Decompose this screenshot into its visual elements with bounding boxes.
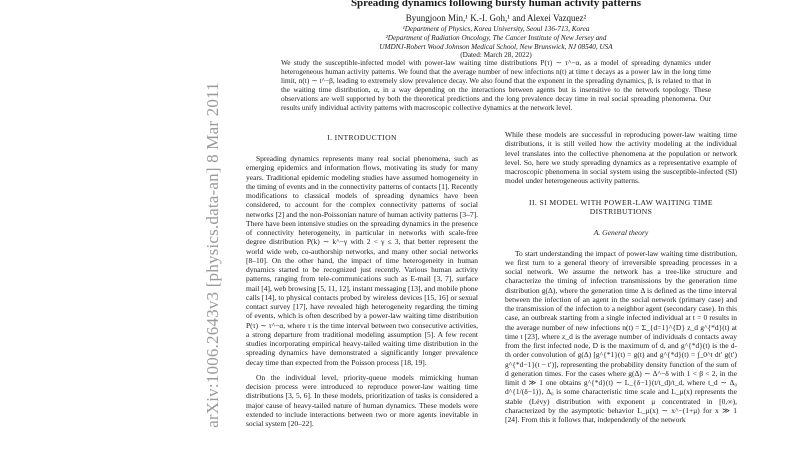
intro-paragraph: On the individual level, priority-queue models mimicking human decision process were introduced to reproduce power-law waiting time distributions [3, 5, 6]. In these models, prioritization of tasks is considered a major cause of heavy-tailed nature of human dynamics. These models were extended to include interactions between two or more agents inevitable in social system [20–22]. [246,372,478,428]
affiliation-line: UMDNJ-Robert Wood Johnson Medical School, New Brunswick, NJ 08540, USA [379,42,613,51]
date-line: (Dated: March 28, 2022) [460,51,532,60]
affiliations [246,25,746,60]
abstract: We study the susceptible-infected model with power-law waiting time distributions P(τ) ∼ τ^−α, as a model of spreading dynamics under heterogeneous human activity patterns. We found that the average number of new infections n(t) at time t decays as a power law in the long time limit, n(t) ∼ t^−β, leading to extremely slow prevalence decay. We also found that the exponent in the spreading dynamics, β, is related to that in the waiting time distribution, α, in a way depending on the interactions between agents but is insensitive to the network topology. These observations are well supported by both the theoretical predictions and the long prevalence decay time in real social spreading phenomena. Our results unify individual activity patterns with macroscopic collective dynamics at the network level. [281,58,711,113]
intro-paragraph: Spreading dynamics represents many real social phenomena, such as emerging epidemics and information flows, motivating its study for many years. Traditional epidemic modeling studies have assumed homogeneity in the timing of events and in the connectivity patterns of contacts [1]. Recently modifications to classical models of spreading dynamics have been considered, to account for the complex connectivity patterns of social networks [2] and the non-Poissonian nature of human activity patterns [3–7]. There have been intensive studies on the spreading dynamics in the presence of connectivity heterogeneity, in particular in networks with scale-free degree distribution P(k) ∼ k^−γ with 2 < γ ≤ 3, that better represent the world wide web, co-authorship networks, and many other social networks [8–10]. On the other hand, the impact of time heterogeneity in human dynamics started to be recognized just recently. Various human activity patterns, ranging from tele-communications such as E-mail [3, 7], surface mail [4], web browsing [5, 11, 12], instant messaging [13], and mobile phone calls [14], to physical contacts probed by wireless devices [15, 16] or sexual contact survey [17], have revealed high heterogeneity regarding the timing of events, which is often described by a power-law waiting time distribution P(τ) ∼ τ^−α, where τ is the time interval between two consecutive activities, a strong departure from traditional modeling assumption [5]. A few recent studies incorporating empirical heavy-tailed waiting time distribution in the spreading dynamics have demonstrated a significantly longer prevalence decay time than expected from the Poisson process [18, 19]. [246,154,478,367]
affiliation-line: ²Department of Radiation Oncology, The Cancer Institute of New Jersey and [385,33,607,42]
section-heading-model: II. SI MODEL WITH POWER-LAW WAITING TIME DISTRIBUTIONS [529,197,713,216]
left-column [246,133,478,428]
arxiv-identifier-stamp: arXiv:1006.2643v3 [physics.data-an] 8 Mar 2011 [203,82,222,428]
subsection-heading-general-theory: A. General theory [593,227,649,237]
section-heading-introduction: I. INTRODUCTION [327,133,397,142]
affiliation-line: ¹Department of Physics, Korea University, Seoul 136-713, Korea [402,25,590,33]
model-paragraph: To start understanding the impact of power-law waiting time distribution, we first turn to a general theory of irreversible spreading processes in a social network. We assume the network has a tree-like structure and characterize the timing of infection transmissions by the generation time distribution g(Δ), where the generation time Δ is defined as the time interval between the infection of an agent in the social network (primary case) and the transmission of the infection to a neighbor agent (secondary case). In this case, an outbreak starting from a single infected individual at t = 0 results in the average number of new infections n(t) = Σ_{d=1}^{D} z_d g^{*d}(t) at time t [23], where z_d is the average number of individuals d contacts away from the first infected node, D is the maximum of d, and g^{*d}(t) is the d-th order convolution of g(Δ) [g^{*1}(t) = g(t) and g^{*d}(t) = ∫_0^t dt′ g(t′) g^{*d−1}(t − t′)], representing the probability density function of the sum of d generation times. For the cases where g(Δ) ∼ Δ^−δ with 1 < β < 2, in the limit d ≫ 1 one obtains g^{*d}(t) ∼ L_{δ−1}(t/t_d)/t_d, where t_d ∼ Δ₀ d^{1/(δ−1)}, Δ₀ is some characteristic time scale and L_μ(x) represents the stable (Lévy) distribution with exponent μ concentrated in [0,∞), characterized by the asymptotic behavior L_μ(x) ∼ x^−(1+μ) for x ≫ 1 [24]. From this it follows that, independently of the network [505,248,737,424]
paper-authors: Byungjoon Min,¹ K.-I. Goh,¹ and Alexei Vazquez² [405,13,587,23]
paper-title: Spreading dynamics following bursty human activity patterns [350,0,642,9]
intro-continuation-paragraph: While these models are successful in reproducing power-law waiting time distributions, it is still veiled how the activity modeling at the individual level translates into the collective phenomena at the population or network level. So, here we study spreading dynamics as a representative example of macroscopic phenomena in social system using the susceptible-infected (SI) model under heterogeneous activity patterns. [505,130,737,186]
right-column [505,130,737,424]
